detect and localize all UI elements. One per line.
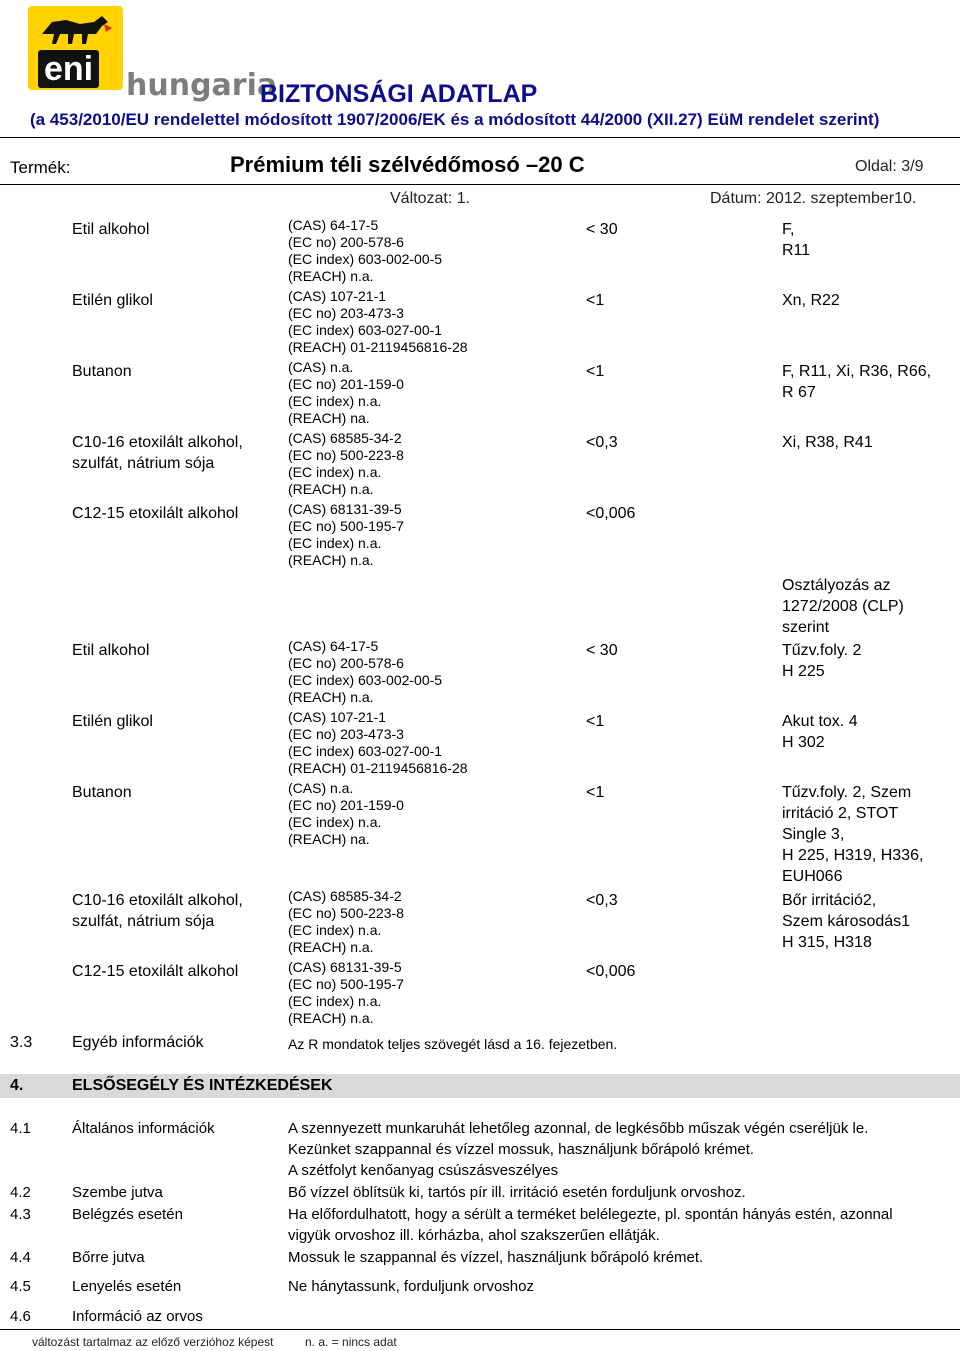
component-identifier: (REACH) n.a. — [288, 1010, 374, 1026]
component-identifier: (CAS) 68585-34-2 — [288, 430, 402, 446]
component-classification: Akut tox. 4 — [782, 713, 858, 730]
footer-note: változást tartalmaz az előző verzióhoz képest — [32, 1335, 274, 1349]
component-identifier: (CAS) n.a. — [288, 359, 354, 375]
first-aid-text: Mossuk le szappannal és vízzel, használjunk bőrápoló krémet. — [288, 1249, 704, 1266]
component-identifier: (CAS) 64-17-5 — [288, 638, 379, 654]
first-aid-label: Általános információk — [72, 1120, 215, 1137]
date: Dátum: 2012. szeptember10. — [710, 190, 917, 207]
component-classification: F, R11, Xi, R36, R66, — [782, 363, 932, 380]
component-classification: EUH066 — [782, 868, 843, 885]
component-classification: Tűzv.foly. 2, Szem — [782, 784, 912, 801]
component-name: C12-15 etoxilált alkohol — [72, 963, 239, 980]
first-aid-text: Ha előfordulhatott, hogy a sérült a terméket belélegezte, pl. spontán hányás estén, azonnal — [288, 1206, 893, 1223]
component-identifier: (REACH) n.a. — [288, 939, 374, 955]
component-concentration: <0,3 — [586, 892, 618, 909]
component-identifier: (EC no) 203-473-3 — [288, 726, 404, 742]
component-classification: H 315, H318 — [782, 934, 872, 951]
component-concentration: <0,006 — [586, 505, 636, 522]
first-aid-number: 4.4 — [10, 1249, 31, 1266]
first-aid-text: vigyük orvoshoz ill. kórházba, ahol szakszerűen ellátják. — [288, 1227, 660, 1244]
component-name: Butanon — [72, 363, 132, 380]
component-identifier: (EC no) 200-578-6 — [288, 655, 404, 671]
document-title: BIZTONSÁGI ADATLAP — [260, 80, 538, 108]
component-name: szulfát, nátrium sója — [72, 913, 215, 930]
other-info-label: Egyéb információk — [72, 1034, 204, 1051]
component-identifier: (EC index) 603-027-00-1 — [288, 322, 443, 338]
component-identifier: (EC no) 200-578-6 — [288, 234, 404, 250]
component-classification: H 225 — [782, 663, 825, 680]
product-label: Termék: — [10, 158, 71, 177]
component-identifier: (REACH) n.a. — [288, 689, 374, 705]
component-name: Etil alkohol — [72, 642, 150, 659]
component-name: C10-16 etoxilált alkohol, — [72, 892, 243, 909]
component-identifier: (REACH) n.a. — [288, 552, 374, 568]
document-subtitle: (a 453/2010/EU rendelettel módosított 1907/2006/EK és a módosított 44/2000 (XII.27) EüM rendelet szerint) — [30, 110, 880, 129]
component-identifier: (CAS) 107-21-1 — [288, 288, 387, 304]
component-concentration: <0,3 — [586, 434, 618, 451]
component-identifier: (CAS) n.a. — [288, 780, 354, 796]
clp-heading-line: Osztályozás az — [782, 577, 891, 594]
other-info-text: Az R mondatok teljes szövegét lásd a 16. fejezetben. — [288, 1036, 618, 1052]
first-aid-text: Bő vízzel öblítsük ki, tartós pír ill. irritáció esetén forduljunk orvoshoz. — [288, 1184, 746, 1201]
component-identifier: (CAS) 107-21-1 — [288, 709, 387, 725]
component-concentration: <1 — [586, 363, 605, 380]
first-aid-label: Lenyelés esetén — [72, 1278, 182, 1295]
component-classification: F, — [782, 221, 795, 238]
eni-hungaria-logo — [28, 6, 278, 106]
header-divider — [0, 137, 960, 138]
product-name: Prémium téli szélvédőmosó –20 C — [230, 152, 585, 177]
first-aid-text: A szétfolyt kenőanyag csúszásveszélyes — [288, 1162, 559, 1179]
other-info-number: 3.3 — [10, 1034, 33, 1051]
component-identifier: (CAS) 68585-34-2 — [288, 888, 402, 904]
component-classification: Xi, R38, R41 — [782, 434, 873, 451]
component-classification: irritáció 2, STOT — [782, 805, 899, 822]
first-aid-number: 4.6 — [10, 1308, 31, 1325]
component-identifier: (EC no) 500-223-8 — [288, 447, 404, 463]
first-aid-label: Belégzés esetén — [72, 1206, 183, 1223]
product-divider — [0, 184, 960, 185]
page-number: Oldal: 3/9 — [855, 158, 924, 175]
component-classification: Tűzv.foly. 2 — [782, 642, 862, 659]
component-classification: H 225, H319, H336, — [782, 847, 924, 864]
first-aid-label: Információ az orvos — [72, 1308, 203, 1325]
first-aid-label: Bőrre jutva — [72, 1249, 145, 1266]
component-identifier: (EC index) 603-002-00-5 — [288, 251, 443, 267]
component-identifier: (REACH) 01-2119456816-28 — [288, 760, 468, 776]
component-name: Butanon — [72, 784, 132, 801]
first-aid-text: A szennyezett munkaruhát lehetőleg azonnal, de legkésőbb műszak végén cseréljük le. — [288, 1120, 869, 1137]
component-identifier: (EC no) 500-195-7 — [288, 518, 404, 534]
component-identifier: (EC no) 500-195-7 — [288, 976, 404, 992]
component-identifier: (EC index) n.a. — [288, 464, 382, 480]
first-aid-text: Kezünket szappannal és vízzel mossuk, használjunk bőrápoló krémet. — [288, 1141, 755, 1158]
first-aid-number: 4.3 — [10, 1206, 31, 1223]
component-classification: Single 3, — [782, 826, 845, 843]
footer-divider — [0, 1329, 960, 1330]
component-identifier: (EC index) n.a. — [288, 814, 382, 830]
footer-legend: n. a. = nincs adat — [305, 1335, 397, 1349]
component-identifier: (REACH) n.a. — [288, 268, 374, 284]
component-name: Etilén glikol — [72, 713, 153, 730]
component-concentration: < 30 — [586, 642, 618, 659]
component-classification: Bőr irritáció2, — [782, 892, 877, 909]
component-name: Etil alkohol — [72, 221, 150, 238]
six-legged-dog-emblem — [28, 6, 123, 90]
component-identifier: (REACH) 01-2119456816-28 — [288, 339, 468, 355]
section-title: ELSŐSEGÉLY ÉS INTÉZKEDÉSEK — [72, 1077, 333, 1094]
component-classification: Xn, R22 — [782, 292, 840, 309]
first-aid-number: 4.2 — [10, 1184, 31, 1201]
component-classification: R 67 — [782, 384, 816, 401]
component-name: C10-16 etoxilált alkohol, — [72, 434, 243, 451]
component-identifier: (REACH) n.a. — [288, 481, 374, 497]
component-concentration: <0,006 — [586, 963, 636, 980]
clp-heading-line: szerint — [782, 619, 830, 636]
component-identifier: (REACH) na. — [288, 410, 370, 426]
logo-country: hungaria — [126, 68, 278, 103]
component-identifier: (EC index) n.a. — [288, 393, 382, 409]
component-identifier: (CAS) 68131-39-5 — [288, 959, 402, 975]
component-identifier: (CAS) 68131-39-5 — [288, 501, 402, 517]
component-concentration: <1 — [586, 292, 605, 309]
component-identifier: (EC index) n.a. — [288, 993, 382, 1009]
component-identifier: (REACH) na. — [288, 831, 370, 847]
component-identifier: (EC index) 603-027-00-1 — [288, 743, 443, 759]
component-identifier: (EC index) 603-002-00-5 — [288, 672, 443, 688]
first-aid-text: Ne hánytassunk, forduljunk orvoshoz — [288, 1278, 534, 1295]
component-identifier: (EC no) 201-159-0 — [288, 797, 404, 813]
component-classification: R11 — [782, 242, 811, 259]
logo-brand: eni — [38, 50, 99, 88]
first-aid-number: 4.1 — [10, 1120, 31, 1137]
component-identifier: (EC no) 203-473-3 — [288, 305, 404, 321]
component-identifier: (EC no) 500-223-8 — [288, 905, 404, 921]
component-classification: Szem károsodás1 — [782, 913, 911, 930]
dog-icon — [36, 12, 116, 52]
component-identifier: (EC no) 201-159-0 — [288, 376, 404, 392]
component-concentration: <1 — [586, 713, 605, 730]
component-identifier: (CAS) 64-17-5 — [288, 217, 379, 233]
version: Változat: 1. — [390, 190, 471, 207]
component-identifier: (EC index) n.a. — [288, 535, 382, 551]
section-number: 4. — [10, 1077, 24, 1094]
component-name: szulfát, nátrium sója — [72, 455, 215, 472]
component-name: C12-15 etoxilált alkohol — [72, 505, 239, 522]
component-classification: H 302 — [782, 734, 825, 751]
component-concentration: < 30 — [586, 221, 618, 238]
first-aid-number: 4.5 — [10, 1278, 31, 1295]
component-concentration: <1 — [586, 784, 605, 801]
clp-heading-line: 1272/2008 (CLP) — [782, 598, 904, 615]
component-identifier: (EC index) n.a. — [288, 922, 382, 938]
component-name: Etilén glikol — [72, 292, 153, 309]
first-aid-label: Szembe jutva — [72, 1184, 163, 1201]
